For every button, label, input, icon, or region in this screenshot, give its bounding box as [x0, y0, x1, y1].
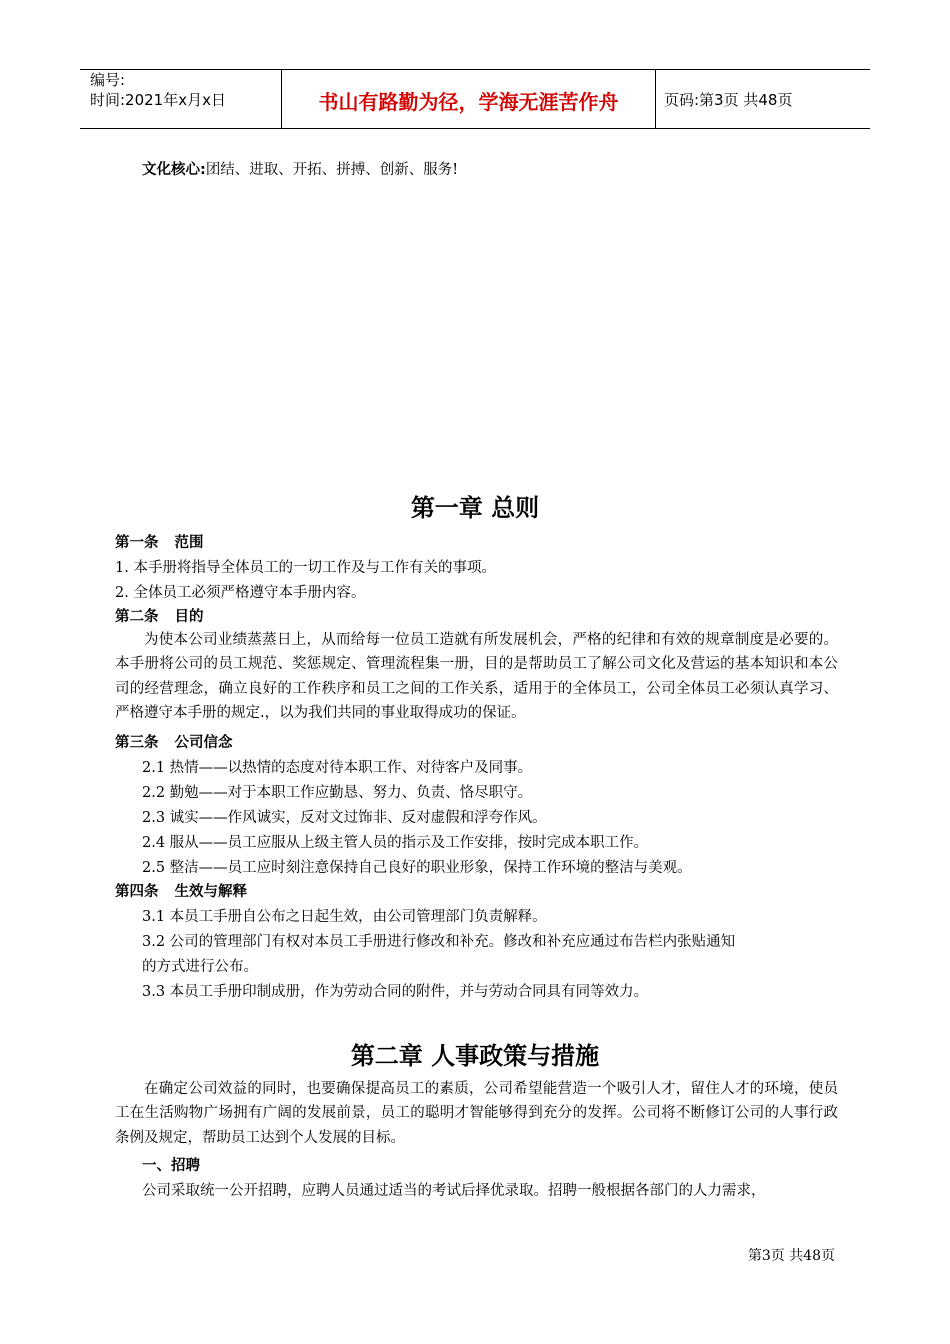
article-title: 公司信念 — [174, 735, 233, 751]
list-item: 1. 本手册将指导全体员工的一切工作及与工作有关的事项。 — [115, 560, 496, 576]
article-number: 第三条 — [115, 735, 159, 751]
document-date: 时间:2021年x月x日 — [90, 91, 226, 109]
list-item-continuation: 的方式进行公布。 — [142, 959, 258, 975]
article-2-paragraph: 为使本公司业绩蒸蒸日上，从而给每一位员工造就有所发展机会，严格的纪律和有效的规章制度是必要的。本手册将公司的员工规范、奖惩规定、管理流程集一册，目的是帮助员工了解公司文化及营运的基本知识和本公司的经营理念，确立良好的工作秩序和员工之间的工作关系，适用于的全体员工，公司全体员工必须认真学习、严格遵守本手册的规定.，以为我们共同的事业取得成功的保证。 — [115, 632, 838, 721]
article-2-heading — [115, 605, 204, 626]
section-1-text: 公司采取统一公开招聘，应聘人员通过适当的考试后择优录取。招聘一般根据各部门的人力需求， — [142, 1183, 766, 1199]
header-bottom-rule — [80, 128, 870, 129]
article-number: 第一条 — [115, 535, 159, 551]
article-number: 第四条 — [115, 884, 159, 900]
list-item: 3.1 本员工手册自公布之日起生效，由公司管理部门负责解释。 — [142, 909, 547, 925]
list-item: 2.1 热情——以热情的态度对待本职工作、对待客户及同事。 — [142, 760, 533, 776]
culture-label: 文化核心: — [142, 162, 206, 178]
article-4-heading — [115, 880, 247, 901]
culture-core — [142, 158, 458, 179]
article-3-heading — [115, 731, 233, 752]
list-item: 3.2 公司的管理部门有权对本员工手册进行修改和补充。修改和补充应通过布告栏内张贴通知 — [142, 934, 736, 950]
footer-page-number: 第3页 共48页 — [747, 1248, 835, 1264]
list-item: 2.4 服从——员工应服从上级主管人员的指示及工作安排，按时完成本职工作。 — [142, 835, 649, 851]
header-left-cell — [90, 70, 226, 110]
culture-text: 团结、进取、开拓、拼搏、创新、服务! — [205, 162, 459, 178]
list-item: 2. 全体员工必须严格遵守本手册内容。 — [115, 585, 366, 601]
document-number-label: 编号: — [90, 71, 126, 89]
header-divider — [655, 69, 656, 129]
article-title: 目的 — [174, 609, 204, 625]
chapter-1-title: 第一章 总则 — [410, 494, 540, 522]
chapter-2-title: 第二章 人事政策与措施 — [350, 1042, 600, 1070]
list-item: 3.3 本员工手册印制成册，作为劳动合同的附件，并与劳动合同具有同等效力。 — [142, 984, 649, 1000]
section-1-heading: 一、招聘 — [142, 1158, 200, 1174]
article-title: 生效与解释 — [174, 884, 247, 900]
chapter-2-intro: 在确定公司效益的同时，也要确保提高员工的素质，公司希望能营造一个吸引人才，留住人才的环境，使员工在生活购物广场拥有广阔的发展前景，员工的聪明才智能够得到充分的发挥。公司将不断修订公司的人事行政条例及规定，帮助员工达到个人发展的目标。 — [115, 1081, 838, 1146]
article-1-heading — [115, 531, 204, 552]
header-motto: 书山有路勤为径，学海无涯苦作舟 — [318, 90, 619, 114]
article-number: 第二条 — [115, 609, 159, 625]
header-page-number: 页码:第3页 共48页 — [664, 91, 793, 109]
article-title: 范围 — [174, 535, 204, 551]
list-item: 2.5 整洁——员工应时刻注意保持自己良好的职业形象，保持工作环境的整洁与美观。 — [142, 860, 692, 876]
list-item: 2.2 勤勉——对于本职工作应勤恳、努力、负责、恪尽职守。 — [142, 785, 533, 801]
list-item: 2.3 诚实——作风诚实，反对文过饰非、反对虚假和浮夸作风。 — [142, 810, 547, 826]
